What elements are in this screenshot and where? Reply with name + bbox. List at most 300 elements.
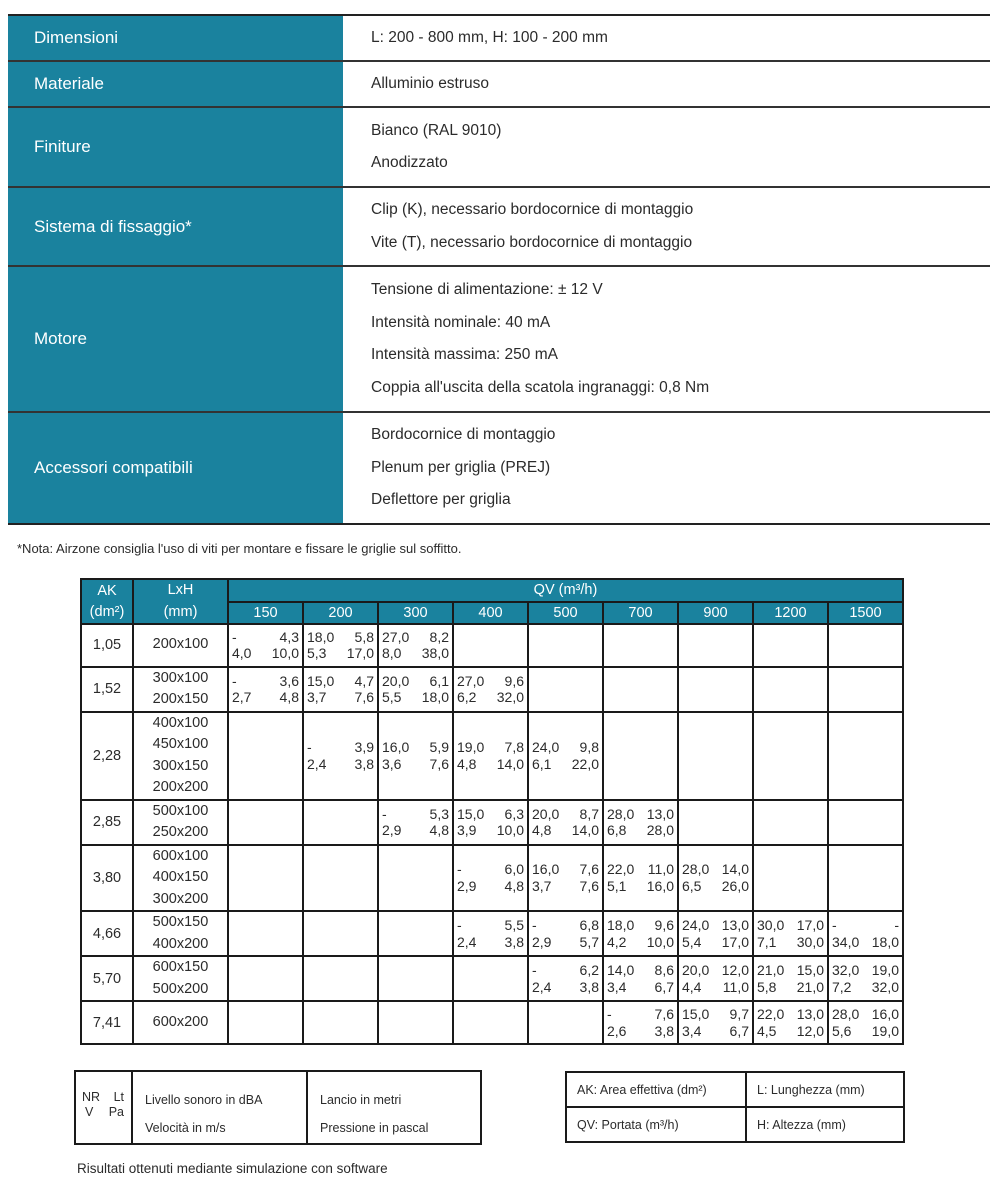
performance-value: 8,2 bbox=[429, 628, 449, 645]
spec-row bbox=[8, 108, 990, 188]
performance-value: 19,0 bbox=[457, 739, 485, 755]
performance-value: 26,0 bbox=[721, 877, 749, 894]
performance-cell bbox=[228, 800, 303, 845]
performance-value: 3,7 bbox=[532, 877, 552, 894]
performance-value: 6,1 bbox=[429, 672, 449, 689]
performance-value: 4,4 bbox=[682, 978, 702, 995]
spec-label: Dimensioni bbox=[8, 16, 343, 60]
legend-l: L: Lunghezza (mm) bbox=[746, 1072, 904, 1107]
spec-value: Intensità nominale: 40 mA bbox=[371, 313, 551, 331]
performance-cell bbox=[453, 667, 528, 712]
performance-value: - bbox=[894, 917, 899, 933]
performance-value: 19,0 bbox=[871, 962, 899, 978]
performance-cell bbox=[603, 845, 678, 912]
performance-value: - bbox=[457, 917, 462, 933]
performance-value: 14,0 bbox=[607, 962, 635, 978]
performance-cell bbox=[528, 624, 603, 667]
performance-cell bbox=[303, 667, 378, 712]
legend-key-lt: Lt bbox=[113, 1090, 124, 1104]
spec-value: Intensità massima: 250 mA bbox=[371, 346, 558, 363]
performance-value: 8,7 bbox=[579, 805, 599, 822]
performance-cell bbox=[753, 624, 828, 667]
performance-value: 3,6 bbox=[382, 755, 402, 772]
legend-col-right bbox=[308, 1072, 480, 1143]
performance-value: 5,8 bbox=[757, 978, 777, 995]
performance-value: 4,7 bbox=[354, 672, 374, 689]
spec-values bbox=[343, 267, 990, 411]
performance-cell bbox=[453, 624, 528, 667]
performance-value: 3,8 bbox=[654, 1022, 674, 1039]
performance-cell bbox=[753, 712, 828, 800]
flow-header: 900 bbox=[678, 602, 753, 624]
performance-value: 6,7 bbox=[729, 1022, 749, 1039]
performance-cell bbox=[303, 624, 378, 667]
performance-value: 18,0 bbox=[421, 689, 449, 705]
performance-cell bbox=[678, 911, 753, 956]
performance-cell bbox=[228, 845, 303, 912]
performance-value: 7,6 bbox=[579, 861, 599, 878]
performance-value: 13,0 bbox=[796, 1006, 824, 1022]
performance-cell bbox=[228, 667, 303, 712]
performance-value: 18,0 bbox=[607, 917, 635, 933]
performance-value: 22,0 bbox=[571, 755, 599, 772]
performance-cell bbox=[228, 911, 303, 956]
spec-values bbox=[343, 108, 990, 186]
lxh-header: LxH bbox=[133, 579, 228, 602]
size-value: 400x150 bbox=[152, 869, 209, 885]
performance-value: 4,2 bbox=[607, 933, 627, 950]
performance-value: 16,0 bbox=[382, 739, 410, 755]
performance-value: 5,4 bbox=[682, 933, 702, 950]
performance-cell bbox=[228, 1001, 303, 1044]
size-value: 500x200 bbox=[152, 980, 209, 997]
performance-value: 3,8 bbox=[504, 933, 524, 950]
ak-header: AK bbox=[81, 579, 133, 602]
performance-value: 20,0 bbox=[682, 962, 710, 978]
size-value: 300x100 bbox=[152, 669, 209, 686]
performance-value: 28,0 bbox=[646, 822, 674, 838]
performance-cell bbox=[303, 845, 378, 912]
spec-value: Bianco (RAL 9010) bbox=[371, 121, 502, 139]
performance-value: 2,4 bbox=[457, 933, 477, 950]
performance-value: 9,6 bbox=[504, 672, 524, 689]
performance-cell bbox=[453, 712, 528, 800]
performance-value: 21,0 bbox=[796, 978, 824, 995]
performance-value: 4,8 bbox=[532, 822, 552, 838]
performance-cell bbox=[828, 1001, 903, 1044]
flow-header: 200 bbox=[303, 602, 378, 624]
size-list bbox=[133, 1001, 228, 1044]
performance-cell bbox=[528, 667, 603, 712]
size-value: 500x150 bbox=[152, 914, 209, 930]
performance-value: 6,1 bbox=[532, 755, 552, 772]
performance-value: 22,0 bbox=[607, 861, 635, 878]
performance-value: 32,0 bbox=[496, 689, 524, 705]
performance-value: 5,5 bbox=[504, 917, 524, 933]
performance-cell bbox=[678, 956, 753, 1001]
ak-value: 1,05 bbox=[81, 624, 133, 667]
performance-value: 15,0 bbox=[457, 805, 485, 822]
performance-value: 28,0 bbox=[682, 861, 710, 878]
performance-value: 27,0 bbox=[457, 672, 485, 689]
table-row bbox=[81, 667, 903, 712]
performance-value: 32,0 bbox=[871, 978, 899, 995]
ak-value: 1,52 bbox=[81, 667, 133, 712]
size-value: 200x200 bbox=[152, 779, 209, 795]
performance-value: 12,0 bbox=[796, 1022, 824, 1039]
spec-value: Alluminio estruso bbox=[371, 74, 490, 92]
performance-cell bbox=[678, 1001, 753, 1044]
performance-cell bbox=[378, 911, 453, 956]
performance-value: 4,8 bbox=[279, 689, 299, 705]
size-value: 600x200 bbox=[152, 1013, 209, 1030]
spec-values bbox=[343, 16, 990, 60]
performance-cell bbox=[303, 712, 378, 800]
performance-cell bbox=[303, 1001, 378, 1044]
legend-pa-desc: Pressione in pascal bbox=[320, 1121, 429, 1135]
performance-value: 20,0 bbox=[532, 805, 560, 822]
legend-qv: QV: Portata (m³/h) bbox=[566, 1107, 746, 1142]
performance-value: - bbox=[607, 1006, 612, 1022]
performance-value: 17,0 bbox=[346, 645, 374, 661]
performance-value: 4,0 bbox=[232, 645, 252, 661]
flow-header: 1500 bbox=[828, 602, 903, 624]
legend-h: H: Altezza (mm) bbox=[746, 1107, 904, 1142]
ak-value: 7,41 bbox=[81, 1001, 133, 1044]
flow-header: 150 bbox=[228, 602, 303, 624]
performance-cell bbox=[828, 845, 903, 912]
flow-header: 500 bbox=[528, 602, 603, 624]
performance-cell bbox=[753, 956, 828, 1001]
performance-value: - bbox=[532, 962, 537, 978]
table-row bbox=[81, 956, 903, 1001]
size-value: 400x100 bbox=[152, 714, 209, 731]
performance-value: 3,9 bbox=[457, 822, 477, 838]
flow-header: 1200 bbox=[753, 602, 828, 624]
performance-value: 2,9 bbox=[457, 877, 477, 894]
legend-ak: AK: Area effettiva (dm²) bbox=[566, 1072, 746, 1107]
spec-value: Bordocornice di montaggio bbox=[371, 426, 556, 444]
performance-cell bbox=[303, 956, 378, 1001]
ak-value: 3,80 bbox=[81, 845, 133, 912]
performance-cell bbox=[528, 845, 603, 912]
performance-value: 17,0 bbox=[796, 917, 824, 933]
spec-value: Coppia all'uscita della scatola ingranaggi: 0,8 Nm bbox=[371, 378, 710, 396]
performance-value: 5,6 bbox=[832, 1022, 852, 1039]
size-value: 300x150 bbox=[152, 757, 209, 774]
performance-cell bbox=[603, 956, 678, 1001]
performance-value: 38,0 bbox=[421, 645, 449, 661]
performance-value: 3,4 bbox=[607, 978, 627, 995]
performance-cell bbox=[753, 800, 828, 845]
performance-value: 18,0 bbox=[871, 933, 899, 950]
performance-value: - bbox=[232, 628, 237, 645]
performance-value: 6,8 bbox=[607, 822, 627, 838]
performance-cell bbox=[828, 956, 903, 1001]
ak-value: 2,85 bbox=[81, 800, 133, 845]
legend-key-nr: NR bbox=[82, 1090, 101, 1104]
performance-value: - bbox=[832, 917, 837, 933]
size-value: 450x100 bbox=[152, 736, 209, 752]
spec-label: Motore bbox=[8, 267, 343, 411]
spec-row bbox=[8, 16, 990, 62]
performance-value: 8,0 bbox=[382, 645, 402, 661]
performance-cell bbox=[603, 800, 678, 845]
performance-value: 11,0 bbox=[722, 978, 749, 995]
performance-cell bbox=[828, 667, 903, 712]
spec-value: Vite (T), necessario bordocornice di montaggio bbox=[371, 233, 693, 251]
performance-value: 2,4 bbox=[307, 755, 327, 772]
performance-cell bbox=[528, 956, 603, 1001]
performance-value: 2,9 bbox=[382, 822, 402, 838]
performance-value: 32,0 bbox=[832, 962, 860, 978]
performance-cell bbox=[678, 845, 753, 912]
table-row bbox=[81, 800, 903, 845]
legend-col-left bbox=[133, 1072, 308, 1143]
legend-symbols bbox=[74, 1070, 482, 1145]
legend-abbreviations bbox=[565, 1071, 905, 1143]
performance-value: 9,8 bbox=[579, 739, 599, 755]
performance-value: 13,0 bbox=[721, 917, 749, 933]
performance-value: - bbox=[457, 861, 462, 878]
note: *Nota: Airzone consiglia l'uso di viti per montare e fissare le griglie sul soffitto. bbox=[17, 541, 462, 556]
spec-label: Sistema di fissaggio* bbox=[8, 188, 343, 265]
performance-cell bbox=[753, 911, 828, 956]
ak-value: 2,28 bbox=[81, 712, 133, 800]
performance-value: 15,0 bbox=[307, 672, 335, 689]
flow-header: 300 bbox=[378, 602, 453, 624]
spec-value: Deflettore per griglia bbox=[371, 491, 511, 509]
performance-cell bbox=[678, 624, 753, 667]
legend-keys bbox=[76, 1072, 133, 1143]
performance-cell bbox=[828, 624, 903, 667]
performance-cell bbox=[828, 911, 903, 956]
size-list bbox=[133, 845, 228, 912]
size-value: 300x200 bbox=[152, 890, 209, 907]
performance-value: 14,0 bbox=[721, 861, 749, 878]
size-list bbox=[133, 911, 228, 956]
performance-cell bbox=[378, 667, 453, 712]
performance-value: 5,3 bbox=[429, 805, 449, 822]
performance-cell bbox=[528, 1001, 603, 1044]
size-value: 250x200 bbox=[152, 824, 209, 840]
performance-value: 30,0 bbox=[757, 917, 785, 933]
performance-cell bbox=[453, 1001, 528, 1044]
performance-cell bbox=[528, 911, 603, 956]
performance-value: 6,8 bbox=[579, 917, 599, 933]
table-row bbox=[81, 911, 903, 956]
legend-key-v: V bbox=[85, 1105, 94, 1119]
performance-value: 4,5 bbox=[757, 1022, 777, 1039]
flow-header: 400 bbox=[453, 602, 528, 624]
performance-cell bbox=[378, 800, 453, 845]
performance-value: 5,5 bbox=[382, 689, 402, 705]
performance-value: 15,0 bbox=[682, 1006, 710, 1022]
performance-value: 6,7 bbox=[654, 978, 674, 995]
size-value: 600x100 bbox=[152, 847, 209, 864]
performance-value: - bbox=[382, 805, 387, 822]
performance-table bbox=[80, 578, 904, 1045]
performance-value: 15,0 bbox=[796, 962, 824, 978]
size-list bbox=[133, 712, 228, 800]
performance-value: - bbox=[232, 672, 237, 689]
performance-value: 7,6 bbox=[654, 1006, 674, 1022]
performance-value: 12,0 bbox=[721, 962, 749, 978]
performance-value: 4,8 bbox=[504, 877, 524, 894]
performance-cell bbox=[678, 800, 753, 845]
performance-value: 2,4 bbox=[532, 978, 552, 995]
performance-value: 3,6 bbox=[279, 672, 299, 689]
performance-cell bbox=[303, 911, 378, 956]
spec-value: Tensione di alimentazione: ± 12 V bbox=[371, 281, 603, 298]
size-list bbox=[133, 800, 228, 845]
footer-note: Risultati ottenuti mediante simulazione con software bbox=[77, 1161, 388, 1176]
spec-row bbox=[8, 267, 990, 413]
performance-value: 5,1 bbox=[607, 877, 627, 894]
performance-value: 28,0 bbox=[607, 805, 635, 822]
performance-cell bbox=[678, 667, 753, 712]
legend-nr-desc: Livello sonoro in dBA bbox=[145, 1093, 263, 1107]
spec-value: Plenum per griglia (PREJ) bbox=[371, 458, 551, 476]
performance-value: 18,0 bbox=[307, 628, 335, 645]
size-list bbox=[133, 667, 228, 712]
performance-value: 5,9 bbox=[429, 739, 449, 755]
spec-values bbox=[343, 413, 990, 523]
performance-value: 9,7 bbox=[729, 1006, 749, 1022]
size-value: 400x200 bbox=[152, 935, 209, 952]
spec-value: Anodizzato bbox=[371, 154, 448, 171]
performance-cell bbox=[228, 956, 303, 1001]
performance-cell bbox=[453, 911, 528, 956]
table-row bbox=[81, 1001, 903, 1044]
performance-value: 20,0 bbox=[382, 672, 410, 689]
performance-value: - bbox=[307, 739, 312, 755]
performance-cell bbox=[378, 845, 453, 912]
table-row bbox=[81, 845, 903, 912]
performance-value: 6,5 bbox=[682, 877, 702, 894]
performance-cell bbox=[378, 1001, 453, 1044]
performance-value: 16,0 bbox=[532, 861, 560, 878]
performance-value: 6,2 bbox=[457, 689, 477, 705]
ak-value: 5,70 bbox=[81, 956, 133, 1001]
performance-value: 3,7 bbox=[307, 689, 327, 705]
performance-cell bbox=[678, 712, 753, 800]
size-value: 200x100 bbox=[152, 636, 209, 653]
performance-cell bbox=[453, 956, 528, 1001]
ak-unit: (dm²) bbox=[81, 602, 133, 624]
performance-value: 3,9 bbox=[354, 739, 374, 755]
performance-cell bbox=[228, 712, 303, 800]
size-list bbox=[133, 956, 228, 1001]
performance-cell bbox=[453, 800, 528, 845]
performance-cell bbox=[528, 712, 603, 800]
performance-value: 34,0 bbox=[832, 933, 860, 950]
performance-cell bbox=[378, 956, 453, 1001]
spec-label: Accessori compatibili bbox=[8, 413, 343, 523]
performance-cell bbox=[603, 1001, 678, 1044]
performance-value: 5,3 bbox=[307, 645, 327, 661]
performance-cell bbox=[528, 800, 603, 845]
spec-row bbox=[8, 188, 990, 267]
performance-value: 27,0 bbox=[382, 628, 410, 645]
performance-cell bbox=[378, 712, 453, 800]
performance-value: 21,0 bbox=[757, 962, 785, 978]
performance-value: 24,0 bbox=[532, 739, 560, 755]
table-row bbox=[81, 624, 903, 667]
spec-value: L: 200 - 800 mm, H: 100 - 200 mm bbox=[371, 28, 608, 46]
performance-cell bbox=[303, 800, 378, 845]
performance-value: 5,8 bbox=[354, 628, 374, 645]
performance-value: 30,0 bbox=[796, 933, 824, 950]
performance-value: 2,9 bbox=[532, 933, 552, 950]
performance-value: 3,8 bbox=[579, 978, 599, 995]
size-value: 600x150 bbox=[152, 959, 209, 975]
spec-row bbox=[8, 413, 990, 525]
performance-value: 4,8 bbox=[457, 755, 477, 772]
performance-value: 7,8 bbox=[504, 739, 524, 755]
legend-lt-desc: Lancio in metri bbox=[320, 1093, 402, 1107]
performance-value: 24,0 bbox=[682, 917, 710, 933]
performance-cell bbox=[228, 624, 303, 667]
performance-cell bbox=[603, 712, 678, 800]
performance-value: 10,0 bbox=[496, 822, 524, 838]
performance-value: 7,2 bbox=[832, 978, 852, 995]
performance-value: 14,0 bbox=[496, 755, 524, 772]
performance-value: 6,0 bbox=[504, 861, 524, 878]
performance-value: 16,0 bbox=[646, 877, 674, 894]
performance-value: 11,0 bbox=[647, 861, 674, 878]
performance-value: 19,0 bbox=[871, 1022, 899, 1039]
performance-value: 6,3 bbox=[504, 805, 524, 822]
performance-value: 28,0 bbox=[832, 1006, 860, 1022]
performance-cell bbox=[453, 845, 528, 912]
performance-cell bbox=[753, 845, 828, 912]
legend-key-pa: Pa bbox=[108, 1105, 124, 1119]
legend-v-desc: Velocità in m/s bbox=[145, 1121, 226, 1135]
spec-values bbox=[343, 62, 990, 106]
performance-cell bbox=[828, 712, 903, 800]
performance-value: 7,6 bbox=[579, 877, 599, 894]
performance-value: 5,7 bbox=[579, 933, 599, 950]
performance-value: 14,0 bbox=[571, 822, 599, 838]
performance-cell bbox=[603, 667, 678, 712]
performance-value: 16,0 bbox=[871, 1006, 899, 1022]
performance-value: 7,6 bbox=[354, 689, 374, 705]
performance-cell bbox=[603, 624, 678, 667]
performance-value: 3,8 bbox=[354, 755, 374, 772]
size-list bbox=[133, 624, 228, 667]
performance-value: 2,6 bbox=[607, 1022, 627, 1039]
spec-values bbox=[343, 188, 990, 265]
performance-value: 4,3 bbox=[279, 628, 299, 645]
performance-value: 7,1 bbox=[757, 933, 777, 950]
performance-value: 7,6 bbox=[429, 755, 449, 772]
performance-cell bbox=[828, 800, 903, 845]
performance-cell bbox=[753, 667, 828, 712]
ak-value: 4,66 bbox=[81, 911, 133, 956]
performance-value: 13,0 bbox=[646, 805, 674, 822]
spec-row bbox=[8, 62, 990, 108]
performance-value: - bbox=[532, 917, 537, 933]
flow-header: 700 bbox=[603, 602, 678, 624]
performance-value: 3,4 bbox=[682, 1022, 702, 1039]
performance-cell bbox=[603, 911, 678, 956]
table-row bbox=[81, 712, 903, 800]
performance-value: 6,2 bbox=[579, 962, 599, 978]
spec-label: Finiture bbox=[8, 108, 343, 186]
performance-value: 22,0 bbox=[757, 1006, 785, 1022]
spec-label: Materiale bbox=[8, 62, 343, 106]
